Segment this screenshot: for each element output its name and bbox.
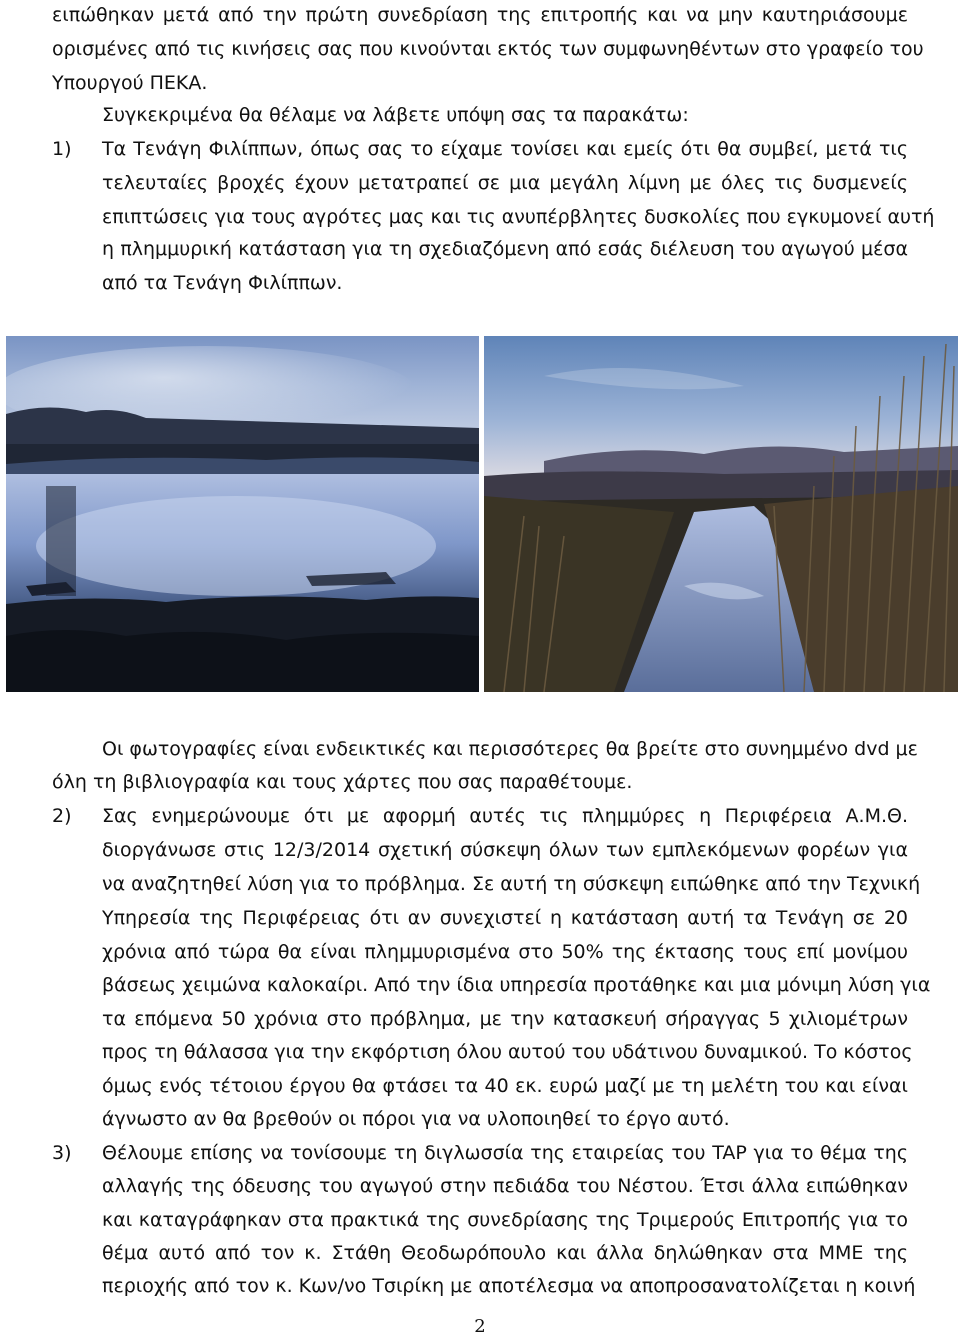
text-line: ειπώθηκαν μετά από την πρώτη συνεδρίαση της επιτροπής και να μην καυτηριάσουμε [52,4,908,26]
list-number: 2) [52,805,72,827]
text-line: Θέλουμε επίσης να τονίσουμε τη διγλωσσία της εταιρείας του TAP για το θέμα της [102,1142,908,1164]
flooded-field-photo [6,336,479,692]
text-line: Τα Τενάγη Φιλίππων, όπως σας το είχαμε τονίσει και εμείς ότι θα συμβεί, μετά τις [102,138,908,160]
text-line: θέμα αυτό από τον κ. Στάθη Θεοδωρόπουλο και άλλα δηλώθηκαν στα ΜΜΕ της [102,1242,908,1264]
text-line: επιπτώσεις για τους αγρότες μας και τις ανυπέρβλητες δυσκολίες που εγκυμονεί αυτή [102,206,935,228]
text-line: αλλαγής της όδευσης του αγωγού στην πεδιάδα του Νέστου. Έτσι άλλα ειπώθηκαν [102,1175,908,1197]
text-line: προς τη θάλασσα για την εκφόρτιση όλου αυτού του υδάτινου δυναμικού. Το κόστος [102,1041,913,1063]
text-line: Οι φωτογραφίες είναι ενδεικτικές και περισσότερες θα βρείτε στο συνημμένο dvd με [102,738,918,760]
text-line: τελευταίες βροχές έχουν μετατραπεί σε μια μεγάλη λίμνη με όλες τις δυσμενείς [102,172,908,194]
text-line: τα επόμενα 50 χρόνια στο πρόβλημα, με την κατασκευή σήραγγας 5 χιλιομέτρων [102,1008,908,1030]
text-line: άγνωστο αν θα βρεθούν οι πόροι για να υλοποιηθεί το έργο αυτό. [102,1108,730,1130]
text-line: διοργάνωσε στις 12/3/2014 σχετική σύσκεψη όλων των εμπλεκόμενων φορέων για [102,839,908,861]
text-line: και καταγράφηκαν στα πρακτικά της συνεδρίασης της Τριμερούς Επιτροπής για το [102,1209,908,1231]
list-number: 1) [52,138,72,160]
flooded-road-photo [484,336,958,692]
text-line: Συγκεκριμένα θα θέλαμε να λάβετε υπόψη σας τα παρακάτω: [102,104,689,126]
list-number: 3) [52,1142,72,1164]
text-line: περιοχής από τον κ. Κων/νο Τσιρίκη με αποτέλεσμα να αποπροσανατολίζεται η κοινή [102,1275,916,1297]
text-line: όμως ενός τέτοιου έργου θα φτάσει τα 40 εκ. ευρώ μαζί με τη μελέτη του και είναι [102,1075,908,1097]
text-line: βάσεως χειμώνα καλοκαίρι. Από την ίδια υπηρεσία προτάθηκε και μια μόνιμη λύση για [102,974,931,996]
text-line: Υπουργού ΠΕΚΑ. [52,72,208,94]
text-line: όλη τη βιβλιογραφία και τους χάρτες που σας παραθέτουμε. [52,771,633,793]
page-number: 2 [474,1316,486,1337]
text-line: Σας ενημερώνουμε ότι με αφορμή αυτές τις πλημμύρες η Περιφέρεια Α.Μ.Θ. [102,805,908,827]
text-line: η πλημμυρική κατάσταση για τη σχεδιαζόμενη από εσάς διέλευση του αγωγού μέσα [102,238,908,260]
text-line: Υπηρεσία της Περιφέρειας ότι αν συνεχιστεί η κατάσταση αυτή τα Τενάγη σε 20 [102,907,908,929]
text-line: από τα Τενάγη Φιλίππων. [102,272,343,294]
text-line: χρόνια από τώρα θα είναι πλημμυρισμένα στο 50% της έκτασης τους επί μονίμου [102,941,908,963]
text-line: ορισμένες από τις κινήσεις σας που κινούνται εκτός των συμφωνηθέντων στο γραφείο του [52,38,924,60]
text-line: να αναζητηθεί λύση για το πρόβλημα. Σε αυτή τη σύσκεψη ειπώθηκε από την Τεχνική [102,873,921,895]
